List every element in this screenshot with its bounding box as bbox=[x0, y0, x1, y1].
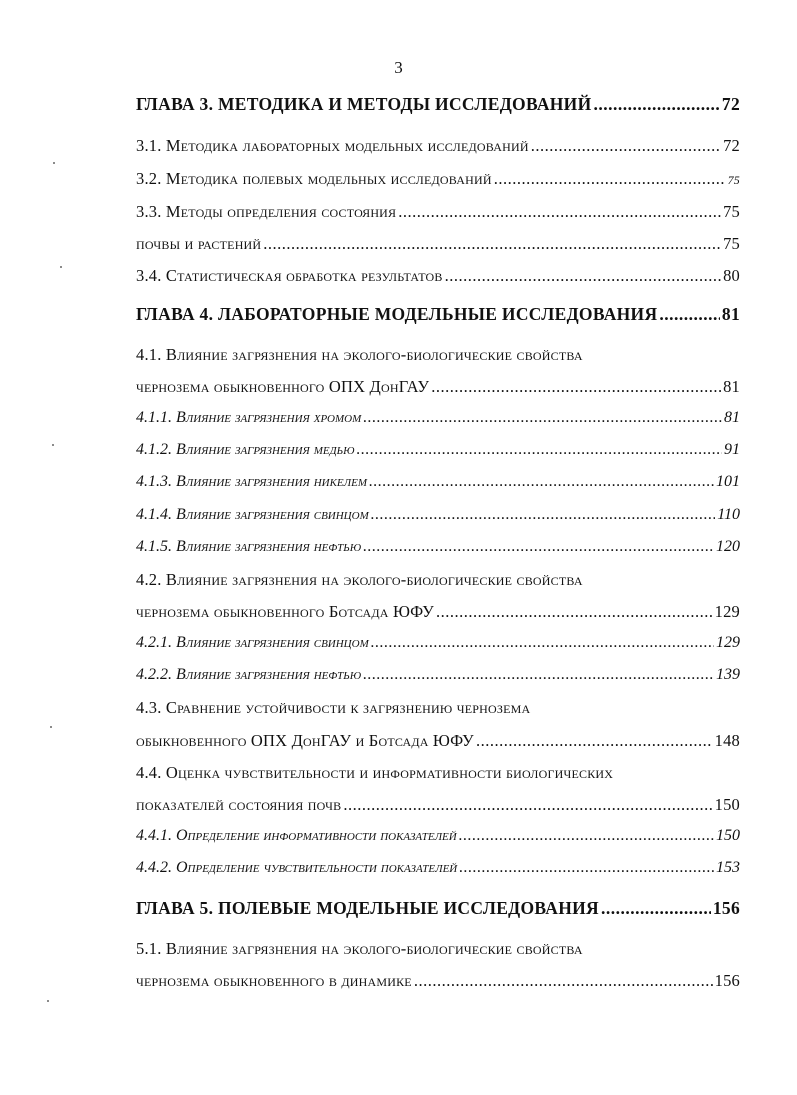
toc-entry-title: 5.1. Влияние загрязнения на эколого-биологические свойства bbox=[136, 939, 583, 958]
toc-entry-page: 120 bbox=[716, 538, 740, 555]
toc-section-4-1-line1 bbox=[136, 345, 740, 365]
toc-subsection-4-1-5 bbox=[136, 538, 740, 556]
dot-leader bbox=[371, 634, 714, 652]
toc-entry-title: чернозема обыкновенного ОПХ ДонГАУ bbox=[136, 377, 430, 396]
toc-entry-title: показателей состояния почв bbox=[136, 795, 342, 814]
toc-entry-page: 150 bbox=[714, 795, 740, 814]
toc-entry-title: 3.2. Методика полевых модельных исследований bbox=[136, 169, 492, 188]
toc-section-4-1-line2 bbox=[136, 377, 740, 397]
toc-entry-title: 3.3. Методы определения состояния bbox=[136, 202, 397, 221]
toc-entry-page: 72 bbox=[721, 94, 740, 114]
toc-section-3-3-line1 bbox=[136, 202, 740, 222]
dot-leader bbox=[363, 538, 714, 556]
toc-entry-title: 4.4.1. Определение информативности показателей bbox=[136, 827, 457, 844]
toc-entry-title: почвы и растений bbox=[136, 234, 262, 253]
toc-chapter-5 bbox=[136, 898, 740, 919]
toc-section-4-3-line2 bbox=[136, 731, 740, 751]
dot-leader bbox=[371, 506, 715, 524]
toc-section-4-3-line1 bbox=[136, 698, 740, 718]
toc-entry-title: ГЛАВА 5. ПОЛЕВЫЕ МОДЕЛЬНЫЕ ИССЛЕДОВАНИЯ bbox=[136, 898, 599, 918]
toc-subsection-4-1-2 bbox=[136, 441, 740, 459]
toc-entry-title: обыкновенного ОПХ ДонГАУ и Ботсада ЮФУ bbox=[136, 731, 474, 750]
dot-leader bbox=[398, 202, 721, 222]
toc-entry-title: 4.1.1. Влияние загрязнения хромом bbox=[136, 409, 362, 426]
toc-section-4-4-line2 bbox=[136, 795, 740, 815]
toc-entry-page: 150 bbox=[716, 827, 740, 844]
toc-section-3-3-line2 bbox=[136, 234, 740, 254]
toc-entry-page: 110 bbox=[717, 506, 740, 523]
toc-section-4-2-line2 bbox=[136, 602, 740, 622]
toc-entry-page: 156 bbox=[714, 971, 740, 990]
toc-subsection-4-4-1 bbox=[136, 827, 740, 845]
toc-entry-page: 129 bbox=[714, 602, 740, 621]
dot-leader bbox=[659, 304, 719, 325]
toc-entry-title: 4.2.2. Влияние загрязнения нефтью bbox=[136, 666, 362, 683]
dot-leader bbox=[363, 666, 714, 684]
toc-entry-page: 153 bbox=[716, 859, 740, 876]
toc-entry-title: ГЛАВА 4. ЛАБОРАТОРНЫЕ МОДЕЛЬНЫЕ ИССЛЕДОВАНИЯ bbox=[136, 304, 658, 324]
dot-leader bbox=[414, 971, 713, 991]
toc-section-5-1-line2 bbox=[136, 971, 740, 991]
scan-speck bbox=[50, 726, 52, 728]
scan-speck bbox=[47, 1000, 49, 1002]
toc-entry-page: 81 bbox=[723, 377, 740, 396]
dot-leader bbox=[601, 898, 711, 919]
toc-subsection-4-4-2 bbox=[136, 859, 740, 877]
dot-leader bbox=[594, 94, 720, 115]
scan-speck bbox=[52, 444, 54, 446]
toc-entry-page: 80 bbox=[723, 266, 740, 285]
toc-entry-title: 4.2.1. Влияние загрязнения свинцом bbox=[136, 634, 369, 651]
dot-leader bbox=[263, 234, 721, 254]
toc-section-4-4-line1 bbox=[136, 763, 740, 783]
toc-entry-title: 4.2. Влияние загрязнения на эколого-биологические свойства bbox=[136, 570, 583, 589]
toc-subsection-4-2-2 bbox=[136, 666, 740, 684]
toc-entry-title: чернозема обыкновенного в динамике bbox=[136, 971, 412, 990]
dot-leader bbox=[436, 602, 713, 622]
toc-entry-page: 101 bbox=[716, 473, 740, 490]
toc-chapter-3 bbox=[136, 94, 740, 115]
toc-entry-title: 4.1. Влияние загрязнения на эколого-биологические свойства bbox=[136, 345, 583, 364]
toc-entry-page: 81 bbox=[721, 304, 740, 324]
toc-entry-title: ГЛАВА 3. МЕТОДИКА И МЕТОДЫ ИССЛЕДОВАНИЙ bbox=[136, 94, 592, 114]
dot-leader bbox=[494, 169, 726, 189]
dot-leader bbox=[363, 409, 722, 427]
toc-subsection-4-2-1 bbox=[136, 634, 740, 652]
toc-subsection-4-1-1 bbox=[136, 409, 740, 427]
dot-leader bbox=[459, 859, 714, 877]
toc-entry-page: 81 bbox=[724, 409, 740, 426]
toc-entry-page: 75 bbox=[723, 202, 740, 221]
toc-entry-page: 75 bbox=[723, 234, 740, 253]
dot-leader bbox=[356, 441, 722, 459]
toc-entry-page: 72 bbox=[723, 136, 740, 155]
toc-entry-page: 156 bbox=[712, 898, 740, 918]
toc-entry-page: 91 bbox=[724, 441, 740, 458]
dot-leader bbox=[431, 377, 721, 397]
toc-section-4-2-line1 bbox=[136, 570, 740, 590]
toc-section-3-4 bbox=[136, 266, 740, 286]
toc-entry-title: 4.1.5. Влияние загрязнения нефтью bbox=[136, 538, 362, 555]
toc-entry-page: 129 bbox=[716, 634, 740, 651]
page-number: 3 bbox=[394, 58, 403, 77]
toc-chapter-4 bbox=[136, 304, 740, 325]
toc-entry-title: 4.4.2. Определение чувствительности показателей bbox=[136, 859, 458, 876]
toc-section-5-1-line1 bbox=[136, 939, 740, 959]
toc-entry-title: 3.4. Статистическая обработка результатов bbox=[136, 266, 443, 285]
dot-leader bbox=[369, 473, 714, 491]
toc-entry-title: 4.1.4. Влияние загрязнения свинцом bbox=[136, 506, 369, 523]
dot-leader bbox=[476, 731, 713, 751]
toc-entry-title: чернозема обыкновенного Ботсада ЮФУ bbox=[136, 602, 434, 621]
toc-section-3-1 bbox=[136, 136, 740, 156]
toc-entry-page: 139 bbox=[716, 666, 740, 683]
toc-entry-title: 4.1.3. Влияние загрязнения никелем bbox=[136, 473, 367, 490]
toc-entry-title: 3.1. Методика лабораторных модельных исследований bbox=[136, 136, 529, 155]
toc-subsection-4-1-4 bbox=[136, 506, 740, 524]
dot-leader bbox=[459, 827, 714, 845]
scan-speck bbox=[60, 266, 62, 268]
dot-leader bbox=[445, 266, 721, 286]
dot-leader bbox=[531, 136, 721, 156]
toc-entry-title: 4.3. Сравнение устойчивости к загрязнению чернозема bbox=[136, 698, 531, 717]
toc-subsection-4-1-3 bbox=[136, 473, 740, 491]
toc-section-3-2 bbox=[136, 169, 740, 189]
dot-leader bbox=[343, 795, 712, 815]
scan-speck bbox=[53, 162, 55, 164]
toc-entry-title: 4.1.2. Влияние загрязнения медью bbox=[136, 441, 355, 458]
toc-entry-page: 148 bbox=[714, 731, 740, 750]
toc-entry-title: 4.4. Оценка чувствительности и информативности биологических bbox=[136, 763, 614, 782]
toc-entry-page: 75 bbox=[727, 173, 740, 187]
